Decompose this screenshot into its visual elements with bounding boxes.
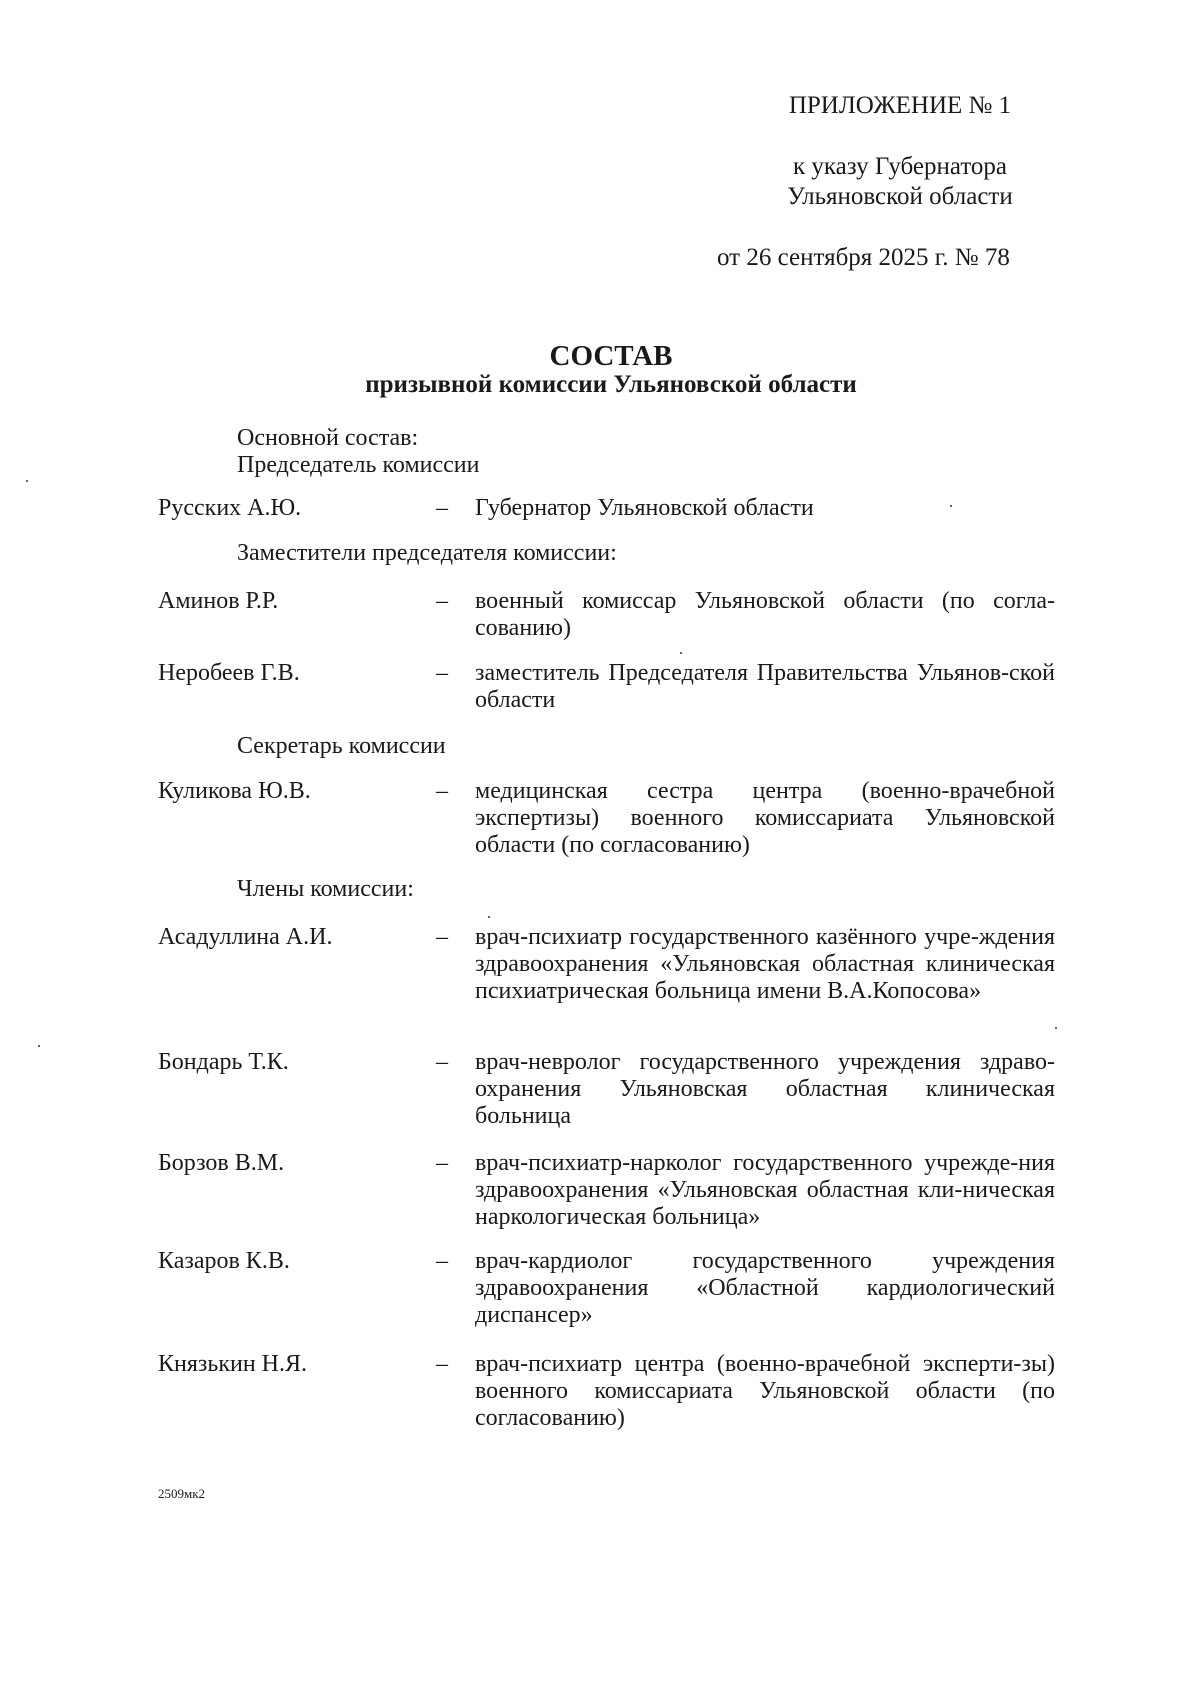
scan-speck	[38, 1045, 40, 1047]
person-name: Асадуллина А.И.	[158, 924, 333, 950]
person-name: Борзов В.М.	[158, 1150, 285, 1176]
dash: –	[436, 495, 448, 521]
person-role: врач-невролог государственного учреждения здраво-охранения Ульяновская областная клиническая больница	[475, 1049, 1055, 1129]
dash: –	[436, 1049, 448, 1075]
appendix-region: Ульяновской области	[787, 183, 1013, 210]
person-role: врач-психиатр государственного казённого учре-ждения здравоохранения «Ульяновская областная клиническая психиатрическая больница имени В.А.Копосова»	[475, 924, 1055, 1004]
dash: –	[436, 1351, 448, 1377]
person-role: Губернатор Ульяновской области	[475, 495, 814, 521]
scan-speck	[26, 480, 28, 482]
scan-speck	[1055, 1027, 1057, 1029]
dash: –	[436, 778, 448, 804]
section-secretary: Секретарь комиссии	[237, 733, 446, 759]
person-name: Казаров К.В.	[158, 1248, 290, 1274]
person-role: заместитель Председателя Правительства Ульянов-ской области	[475, 660, 1055, 713]
person-name: Русских А.Ю.	[158, 495, 302, 521]
section-members: Члены комиссии:	[237, 876, 414, 902]
person-name: Куликова Ю.В.	[158, 778, 311, 804]
dash: –	[436, 1248, 448, 1274]
person-name: Аминов Р.Р.	[158, 588, 279, 614]
person-name: Неробеев Г.В.	[158, 660, 300, 686]
scan-speck	[680, 652, 682, 654]
dash: –	[436, 1150, 448, 1176]
section-deputies: Заместители председателя комиссии:	[237, 540, 617, 566]
dash: –	[436, 660, 448, 686]
appendix-title: ПРИЛОЖЕНИЕ № 1	[788, 92, 1012, 119]
document-title: СОСТАВ	[549, 340, 673, 372]
dash: –	[436, 924, 448, 950]
person-role: медицинская сестра центра (военно-врачебной экспертизы) военного комиссариата Ульяновской области (по согласованию)	[475, 778, 1055, 858]
section-chairman: Председатель комиссии	[237, 452, 480, 478]
person-role: врач-психиатр центра (военно-врачебной эксперти-зы) военного комиссариата Ульяновской области (по согласованию)	[475, 1351, 1055, 1431]
appendix-to-decree: к указу Губернатора	[792, 153, 1008, 180]
person-name: Бондарь Т.К.	[158, 1049, 289, 1075]
document-subtitle: призывной комиссии Ульяновской области	[365, 371, 857, 398]
scan-speck	[488, 916, 490, 918]
footer-code: 2509мк2	[158, 1486, 206, 1501]
person-role: врач-кардиолог государственного учреждения здравоохранения «Областной кардиологический диспансер»	[475, 1248, 1055, 1328]
person-role: военный комиссар Ульяновской области (по согла-сованию)	[475, 588, 1055, 641]
person-name: Князькин Н.Я.	[158, 1351, 308, 1377]
person-role: врач-психиатр-нарколог государственного учрежде-ния здравоохранения «Ульяновская областная кли-ническая наркологическая больница»	[475, 1150, 1055, 1230]
section-main: Основной состав:	[237, 425, 419, 451]
dash: –	[436, 588, 448, 614]
scan-speck	[950, 505, 952, 507]
appendix-date: от 26 сентября 2025 г. № 78	[717, 244, 1010, 271]
